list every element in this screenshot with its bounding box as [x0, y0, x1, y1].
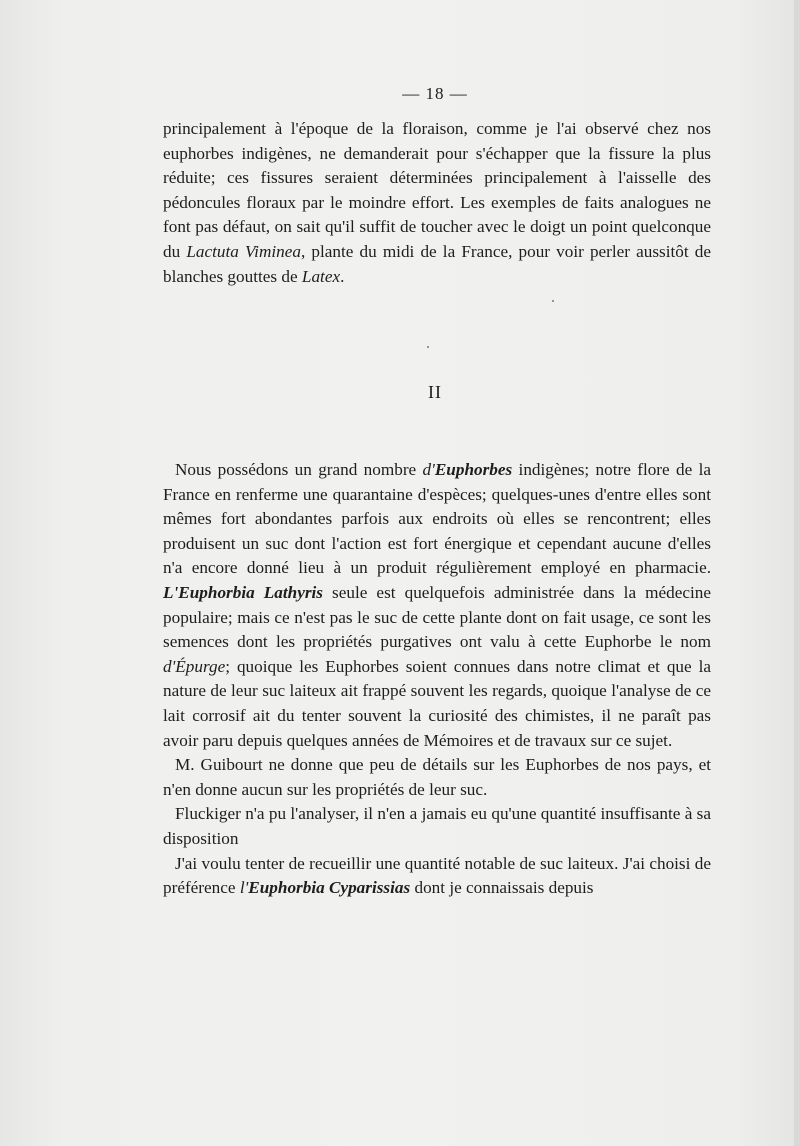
text-run: Latex — [301, 266, 341, 286]
paragraph — [163, 117, 711, 289]
text-run: Euphorbia Cyparissias — [248, 878, 411, 898]
text-run: d'Épurge — [163, 656, 226, 676]
paragraph — [163, 753, 711, 802]
text-run: . — [340, 266, 345, 286]
print-speck — [427, 346, 429, 348]
page-number: — 18 — — [402, 84, 468, 103]
text-run: d' — [422, 460, 435, 479]
paragraph — [163, 458, 711, 753]
text-run: , plante du midi de la France, pour voir perler aussitôt de blanches gouttes de — [163, 241, 712, 286]
text-block-top — [163, 117, 711, 289]
text-run: principalement à l'époque de la floraison, comme je l'ai observé chez nos euphorbes indigènes, ne demanderait pour s'échapper que la fissure la plus réduite; ces fissures seraient déterminées principalement à l'aisselle des pédoncules floraux par le moindre effort. Les exemples de faits analogues ne font pas défaut, on sait qu'il suffit de toucher avec le doigt un point quelconque du — [163, 119, 711, 261]
print-speck — [552, 300, 554, 302]
text-run: ; quoique les Euphorbes soient connues dans notre climat et que la nature de leur suc laiteux ait frappé souvent les regards, quoique l'analyse de ce lait corrosif ait du tenter souvent la curiosité des chimistes, il ne paraît pas avoir paru depuis quelques années de Mémoires et de travaux sur ce sujet. — [163, 656, 711, 750]
text-run: l' — [239, 878, 249, 898]
text-run: J'ai voulu tenter de recueillir une quantité notable de suc laiteux. J'ai choisi de préférence — [163, 853, 711, 898]
section-heading: II — [428, 382, 442, 402]
text-run: indigènes; notre flore de la France en renferme une quarantaine d'espèces; quelques-unes d'entre elles sont mêmes fort abondantes parfois aux endroits où elles se rencontrent; elles produisent un suc dont l'action est fort énergique et cependant aucune d'elles n'a encore donné lieu à un produit régulièrement employé en pharmacie. — [163, 460, 711, 578]
text-run: Euphorbes — [434, 460, 513, 479]
text-block-main — [163, 458, 711, 901]
text-run: seule est quelquefois administrée dans la médecine populaire; mais ce n'est pas le suc de cette plante dont on fait usage, ce sont les semences dont les propriétés purgatives ont valu à cette Euphorbe le nom — [163, 582, 711, 652]
text-run: Lactuta Viminea — [186, 241, 301, 261]
paragraph — [163, 802, 711, 851]
text-run: M. Guibourt ne donne que peu de détails sur les Euphorbes de nos pays, et n'en donne aucun sur les propriétés de leur suc. — [163, 755, 711, 799]
text-run: dont je connaissais depuis — [410, 878, 594, 898]
text-run: Nous possédons un grand nombre — [175, 460, 423, 479]
text-run: Fluckiger n'a pu l'analyser, il n'en a jamais eu qu'une quantité insuffisante à sa disposition — [163, 804, 711, 848]
paragraph — [163, 852, 711, 901]
text-run: L'Euphorbia Lathyris — [163, 582, 323, 602]
page-edge — [794, 0, 800, 1146]
